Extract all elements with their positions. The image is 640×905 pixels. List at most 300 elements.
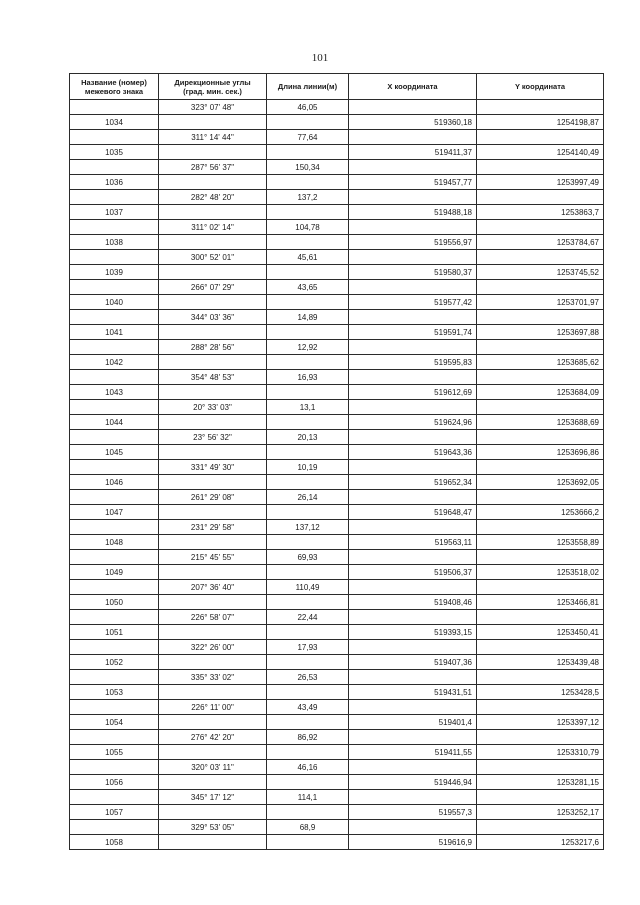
- y-coordinate-cell: 1254140,49: [477, 145, 604, 160]
- x-coordinate-cell: [349, 100, 477, 115]
- boundary-mark-name-cell: [70, 250, 159, 265]
- direction-angle-cell: [159, 745, 267, 760]
- direction-angle-cell: [159, 415, 267, 430]
- boundary-mark-name-cell: [70, 700, 159, 715]
- y-coordinate-cell: 1253684,09: [477, 385, 604, 400]
- x-coordinate-cell: [349, 580, 477, 595]
- line-length-cell: 114,1: [267, 790, 349, 805]
- y-coordinate-cell: 1253281,15: [477, 775, 604, 790]
- x-coordinate-cell: 519431,51: [349, 685, 477, 700]
- segment-row: [70, 700, 604, 715]
- boundary-mark-name-cell: 1038: [70, 235, 159, 250]
- direction-angle-cell: [159, 445, 267, 460]
- boundary-mark-name-cell: 1036: [70, 175, 159, 190]
- y-coordinate-cell: 1253685,62: [477, 355, 604, 370]
- segment-row: [70, 760, 604, 775]
- line-length-cell: [267, 145, 349, 160]
- x-coordinate-cell: [349, 760, 477, 775]
- y-coordinate-cell: [477, 790, 604, 805]
- line-length-cell: 22,44: [267, 610, 349, 625]
- x-coordinate-cell: [349, 400, 477, 415]
- line-length-cell: [267, 835, 349, 850]
- direction-angle-cell: [159, 355, 267, 370]
- direction-angle-cell: [159, 535, 267, 550]
- line-length-cell: [267, 655, 349, 670]
- boundary-mark-name-cell: 1054: [70, 715, 159, 730]
- x-coordinate-cell: 519580,37: [349, 265, 477, 280]
- boundary-mark-name-cell: [70, 100, 159, 115]
- line-length-cell: 86,92: [267, 730, 349, 745]
- boundary-mark-name-cell: [70, 760, 159, 775]
- line-length-cell: [267, 325, 349, 340]
- x-coordinate-cell: 519411,55: [349, 745, 477, 760]
- y-coordinate-cell: [477, 280, 604, 295]
- line-length-cell: 12,92: [267, 340, 349, 355]
- direction-angle-cell: 311° 02' 14": [159, 220, 267, 235]
- line-length-cell: 104,78: [267, 220, 349, 235]
- y-coordinate-cell: [477, 550, 604, 565]
- y-coordinate-cell: 1253252,17: [477, 805, 604, 820]
- line-length-cell: 68,9: [267, 820, 349, 835]
- point-row: [70, 295, 604, 310]
- direction-angle-cell: [159, 565, 267, 580]
- segment-row: [70, 490, 604, 505]
- x-coordinate-cell: 519488,18: [349, 205, 477, 220]
- direction-angle-cell: 344° 03' 36": [159, 310, 267, 325]
- segment-row: [70, 130, 604, 145]
- boundary-mark-name-cell: 1043: [70, 385, 159, 400]
- boundary-mark-name-cell: 1035: [70, 145, 159, 160]
- y-coordinate-cell: [477, 730, 604, 745]
- direction-angle-cell: [159, 655, 267, 670]
- x-coordinate-cell: 519612,69: [349, 385, 477, 400]
- line-length-cell: [267, 715, 349, 730]
- direction-angle-cell: 345° 17' 12": [159, 790, 267, 805]
- direction-angle-cell: 20° 33' 03": [159, 400, 267, 415]
- line-length-cell: 17,93: [267, 640, 349, 655]
- direction-angle-cell: 226° 11' 00": [159, 700, 267, 715]
- boundary-mark-name-cell: 1053: [70, 685, 159, 700]
- x-coordinate-cell: 519407,36: [349, 655, 477, 670]
- y-coordinate-cell: 1253784,67: [477, 235, 604, 250]
- header-line-length: Длина линии(м): [267, 74, 349, 100]
- point-row: [70, 745, 604, 760]
- y-coordinate-cell: [477, 130, 604, 145]
- x-coordinate-cell: 519556,97: [349, 235, 477, 250]
- line-length-cell: [267, 685, 349, 700]
- line-length-cell: [267, 505, 349, 520]
- segment-row: [70, 820, 604, 835]
- boundary-mark-name-cell: 1049: [70, 565, 159, 580]
- boundary-mark-name-cell: [70, 820, 159, 835]
- y-coordinate-cell: [477, 670, 604, 685]
- direction-angle-cell: 288° 28' 56": [159, 340, 267, 355]
- boundary-mark-name-cell: [70, 790, 159, 805]
- boundary-mark-name-cell: [70, 580, 159, 595]
- line-length-cell: 46,05: [267, 100, 349, 115]
- line-length-cell: [267, 235, 349, 250]
- direction-angle-cell: 311° 14' 44": [159, 130, 267, 145]
- point-row: [70, 145, 604, 160]
- boundary-mark-name-cell: 1051: [70, 625, 159, 640]
- line-length-cell: [267, 355, 349, 370]
- point-row: [70, 505, 604, 520]
- y-coordinate-cell: [477, 400, 604, 415]
- x-coordinate-cell: 519446,94: [349, 775, 477, 790]
- line-length-cell: 110,49: [267, 580, 349, 595]
- point-row: [70, 415, 604, 430]
- y-coordinate-cell: [477, 310, 604, 325]
- direction-angle-cell: [159, 385, 267, 400]
- y-coordinate-cell: 1253666,2: [477, 505, 604, 520]
- boundary-mark-name-cell: 1048: [70, 535, 159, 550]
- direction-angle-cell: [159, 715, 267, 730]
- boundary-mark-name-cell: 1047: [70, 505, 159, 520]
- boundary-mark-name-cell: [70, 400, 159, 415]
- boundary-mark-name-cell: [70, 460, 159, 475]
- x-coordinate-cell: [349, 490, 477, 505]
- direction-angle-cell: 323° 07' 48": [159, 100, 267, 115]
- direction-angle-cell: [159, 235, 267, 250]
- direction-angle-cell: 226° 58' 07": [159, 610, 267, 625]
- x-coordinate-cell: 519616,9: [349, 835, 477, 850]
- point-row: [70, 655, 604, 670]
- boundary-mark-name-cell: [70, 610, 159, 625]
- y-coordinate-cell: 1253450,41: [477, 625, 604, 640]
- boundary-mark-name-cell: 1040: [70, 295, 159, 310]
- direction-angle-cell: [159, 295, 267, 310]
- x-coordinate-cell: [349, 370, 477, 385]
- x-coordinate-cell: 519648,47: [349, 505, 477, 520]
- y-coordinate-cell: 1253863,7: [477, 205, 604, 220]
- boundary-mark-name-cell: 1052: [70, 655, 159, 670]
- line-length-cell: [267, 805, 349, 820]
- segment-row: [70, 670, 604, 685]
- x-coordinate-cell: [349, 700, 477, 715]
- direction-angle-cell: 331° 49' 30": [159, 460, 267, 475]
- direction-angle-cell: 300° 52' 01": [159, 250, 267, 265]
- direction-angle-cell: [159, 475, 267, 490]
- x-coordinate-cell: 519506,37: [349, 565, 477, 580]
- direction-angle-cell: [159, 505, 267, 520]
- direction-angle-cell: 335° 33' 02": [159, 670, 267, 685]
- x-coordinate-cell: 519591,74: [349, 325, 477, 340]
- y-coordinate-cell: [477, 460, 604, 475]
- y-coordinate-cell: [477, 700, 604, 715]
- header-x-coordinate: X координата: [349, 74, 477, 100]
- x-coordinate-cell: [349, 790, 477, 805]
- segment-row: [70, 640, 604, 655]
- line-length-cell: 13,1: [267, 400, 349, 415]
- y-coordinate-cell: 1253997,49: [477, 175, 604, 190]
- direction-angle-cell: [159, 265, 267, 280]
- segment-row: [70, 250, 604, 265]
- point-row: [70, 685, 604, 700]
- y-coordinate-cell: 1253466,81: [477, 595, 604, 610]
- line-length-cell: 26,53: [267, 670, 349, 685]
- line-length-cell: 43,49: [267, 700, 349, 715]
- point-row: [70, 835, 604, 850]
- boundary-mark-name-cell: [70, 310, 159, 325]
- direction-angle-cell: [159, 325, 267, 340]
- line-length-cell: [267, 175, 349, 190]
- direction-angle-cell: 282° 48' 20": [159, 190, 267, 205]
- segment-row: [70, 100, 604, 115]
- point-row: [70, 475, 604, 490]
- line-length-cell: [267, 475, 349, 490]
- line-length-cell: 43,65: [267, 280, 349, 295]
- segment-row: [70, 310, 604, 325]
- direction-angle-cell: [159, 775, 267, 790]
- line-length-cell: [267, 535, 349, 550]
- x-coordinate-cell: [349, 220, 477, 235]
- point-row: [70, 115, 604, 130]
- boundary-mark-name-cell: [70, 190, 159, 205]
- boundary-mark-name-cell: [70, 640, 159, 655]
- line-length-cell: [267, 565, 349, 580]
- x-coordinate-cell: [349, 250, 477, 265]
- segment-row: [70, 580, 604, 595]
- boundary-mark-name-cell: 1056: [70, 775, 159, 790]
- point-row: [70, 355, 604, 370]
- x-coordinate-cell: [349, 550, 477, 565]
- y-coordinate-cell: [477, 640, 604, 655]
- direction-angle-cell: 287° 56' 37": [159, 160, 267, 175]
- boundary-mark-name-cell: 1057: [70, 805, 159, 820]
- x-coordinate-cell: [349, 610, 477, 625]
- boundary-mark-name-cell: [70, 550, 159, 565]
- boundary-mark-name-cell: [70, 520, 159, 535]
- line-length-cell: [267, 625, 349, 640]
- y-coordinate-cell: [477, 760, 604, 775]
- boundary-mark-name-cell: 1058: [70, 835, 159, 850]
- x-coordinate-cell: 519411,37: [349, 145, 477, 160]
- boundary-mark-name-cell: 1055: [70, 745, 159, 760]
- point-row: [70, 805, 604, 820]
- segment-row: [70, 220, 604, 235]
- direction-angle-cell: [159, 805, 267, 820]
- x-coordinate-cell: 519643,36: [349, 445, 477, 460]
- point-row: [70, 595, 604, 610]
- point-row: [70, 265, 604, 280]
- line-length-cell: [267, 415, 349, 430]
- coordinates-table: [69, 73, 604, 850]
- direction-angle-cell: 354° 48' 53": [159, 370, 267, 385]
- x-coordinate-cell: [349, 430, 477, 445]
- line-length-cell: 45,61: [267, 250, 349, 265]
- line-length-cell: [267, 775, 349, 790]
- y-coordinate-cell: 1253745,52: [477, 265, 604, 280]
- boundary-mark-name-cell: 1050: [70, 595, 159, 610]
- line-length-cell: [267, 205, 349, 220]
- y-coordinate-cell: 1253397,12: [477, 715, 604, 730]
- x-coordinate-cell: [349, 520, 477, 535]
- line-length-cell: 20,13: [267, 430, 349, 445]
- direction-angle-cell: [159, 625, 267, 640]
- segment-row: [70, 460, 604, 475]
- line-length-cell: 10,19: [267, 460, 349, 475]
- x-coordinate-cell: 519360,18: [349, 115, 477, 130]
- line-length-cell: 14,89: [267, 310, 349, 325]
- y-coordinate-cell: [477, 520, 604, 535]
- y-coordinate-cell: 1253518,02: [477, 565, 604, 580]
- point-row: [70, 565, 604, 580]
- line-length-cell: 77,64: [267, 130, 349, 145]
- y-coordinate-cell: 1253701,97: [477, 295, 604, 310]
- segment-row: [70, 520, 604, 535]
- direction-angle-cell: 207° 36' 40": [159, 580, 267, 595]
- segment-row: [70, 280, 604, 295]
- table-body: [70, 100, 604, 850]
- direction-angle-cell: 276° 42' 20": [159, 730, 267, 745]
- x-coordinate-cell: 519595,83: [349, 355, 477, 370]
- boundary-mark-name-cell: [70, 220, 159, 235]
- line-length-cell: 137,12: [267, 520, 349, 535]
- segment-row: [70, 160, 604, 175]
- y-coordinate-cell: [477, 490, 604, 505]
- y-coordinate-cell: 1253428,5: [477, 685, 604, 700]
- boundary-mark-name-cell: 1034: [70, 115, 159, 130]
- boundary-mark-name-cell: 1045: [70, 445, 159, 460]
- point-row: [70, 445, 604, 460]
- direction-angle-cell: 215° 45' 55": [159, 550, 267, 565]
- x-coordinate-cell: [349, 820, 477, 835]
- x-coordinate-cell: 519408,46: [349, 595, 477, 610]
- y-coordinate-cell: 1253696,86: [477, 445, 604, 460]
- y-coordinate-cell: 1253310,79: [477, 745, 604, 760]
- direction-angle-cell: 23° 56' 32": [159, 430, 267, 445]
- point-row: [70, 205, 604, 220]
- line-length-cell: [267, 265, 349, 280]
- x-coordinate-cell: [349, 340, 477, 355]
- x-coordinate-cell: 519457,77: [349, 175, 477, 190]
- boundary-mark-name-cell: [70, 370, 159, 385]
- line-length-cell: 16,93: [267, 370, 349, 385]
- y-coordinate-cell: [477, 370, 604, 385]
- line-length-cell: 137,2: [267, 190, 349, 205]
- direction-angle-cell: 329° 53' 05": [159, 820, 267, 835]
- y-coordinate-cell: 1254198,87: [477, 115, 604, 130]
- line-length-cell: [267, 745, 349, 760]
- line-length-cell: 69,93: [267, 550, 349, 565]
- segment-row: [70, 610, 604, 625]
- direction-angle-cell: [159, 835, 267, 850]
- segment-row: [70, 430, 604, 445]
- segment-row: [70, 370, 604, 385]
- x-coordinate-cell: 519624,96: [349, 415, 477, 430]
- line-length-cell: 26,14: [267, 490, 349, 505]
- boundary-mark-name-cell: [70, 430, 159, 445]
- boundary-mark-name-cell: [70, 160, 159, 175]
- boundary-mark-name-cell: 1044: [70, 415, 159, 430]
- line-length-cell: [267, 445, 349, 460]
- point-row: [70, 325, 604, 340]
- header-y-coordinate: Y координата: [477, 74, 604, 100]
- y-coordinate-cell: [477, 160, 604, 175]
- point-row: [70, 715, 604, 730]
- direction-angle-cell: [159, 595, 267, 610]
- segment-row: [70, 400, 604, 415]
- y-coordinate-cell: [477, 220, 604, 235]
- boundary-mark-name-cell: 1041: [70, 325, 159, 340]
- y-coordinate-cell: 1253558,89: [477, 535, 604, 550]
- boundary-mark-name-cell: [70, 730, 159, 745]
- line-length-cell: [267, 595, 349, 610]
- direction-angle-cell: [159, 115, 267, 130]
- x-coordinate-cell: 519401,4: [349, 715, 477, 730]
- y-coordinate-cell: 1253217,6: [477, 835, 604, 850]
- y-coordinate-cell: [477, 100, 604, 115]
- x-coordinate-cell: [349, 160, 477, 175]
- line-length-cell: [267, 115, 349, 130]
- point-row: [70, 775, 604, 790]
- x-coordinate-cell: 519393,15: [349, 625, 477, 640]
- point-row: [70, 385, 604, 400]
- header-row: [70, 74, 604, 100]
- x-coordinate-cell: [349, 310, 477, 325]
- direction-angle-cell: 322° 26' 00": [159, 640, 267, 655]
- point-row: [70, 625, 604, 640]
- direction-angle-cell: [159, 175, 267, 190]
- x-coordinate-cell: [349, 640, 477, 655]
- line-length-cell: 150,34: [267, 160, 349, 175]
- x-coordinate-cell: [349, 730, 477, 745]
- direction-angle-cell: [159, 685, 267, 700]
- header-direction-angle: Дирекционные углы (град. мин. сек.): [159, 74, 267, 100]
- segment-row: [70, 790, 604, 805]
- y-coordinate-cell: 1253688,69: [477, 415, 604, 430]
- line-length-cell: [267, 295, 349, 310]
- direction-angle-cell: [159, 205, 267, 220]
- y-coordinate-cell: 1253439,48: [477, 655, 604, 670]
- direction-angle-cell: [159, 145, 267, 160]
- boundary-mark-name-cell: [70, 280, 159, 295]
- direction-angle-cell: 266° 07' 29": [159, 280, 267, 295]
- boundary-mark-name-cell: 1037: [70, 205, 159, 220]
- boundary-mark-name-cell: 1046: [70, 475, 159, 490]
- direction-angle-cell: 231° 29' 58": [159, 520, 267, 535]
- y-coordinate-cell: [477, 190, 604, 205]
- direction-angle-cell: 261° 29' 08": [159, 490, 267, 505]
- line-length-cell: 46,16: [267, 760, 349, 775]
- y-coordinate-cell: [477, 820, 604, 835]
- y-coordinate-cell: 1253692,05: [477, 475, 604, 490]
- point-row: [70, 535, 604, 550]
- boundary-mark-name-cell: 1039: [70, 265, 159, 280]
- x-coordinate-cell: [349, 670, 477, 685]
- boundary-mark-name-cell: [70, 670, 159, 685]
- y-coordinate-cell: [477, 610, 604, 625]
- header-boundary-mark-name: Название (номер) межевого знака: [70, 74, 159, 100]
- x-coordinate-cell: 519577,42: [349, 295, 477, 310]
- segment-row: [70, 340, 604, 355]
- x-coordinate-cell: 519652,34: [349, 475, 477, 490]
- segment-row: [70, 190, 604, 205]
- boundary-mark-name-cell: 1042: [70, 355, 159, 370]
- x-coordinate-cell: [349, 280, 477, 295]
- segment-row: [70, 550, 604, 565]
- direction-angle-cell: 320° 03' 11": [159, 760, 267, 775]
- x-coordinate-cell: [349, 460, 477, 475]
- point-row: [70, 175, 604, 190]
- table-header: [70, 74, 604, 100]
- page-number: 101: [311, 52, 329, 64]
- x-coordinate-cell: [349, 130, 477, 145]
- x-coordinate-cell: 519563,11: [349, 535, 477, 550]
- y-coordinate-cell: 1253697,88: [477, 325, 604, 340]
- x-coordinate-cell: 519557,3: [349, 805, 477, 820]
- boundary-mark-name-cell: [70, 130, 159, 145]
